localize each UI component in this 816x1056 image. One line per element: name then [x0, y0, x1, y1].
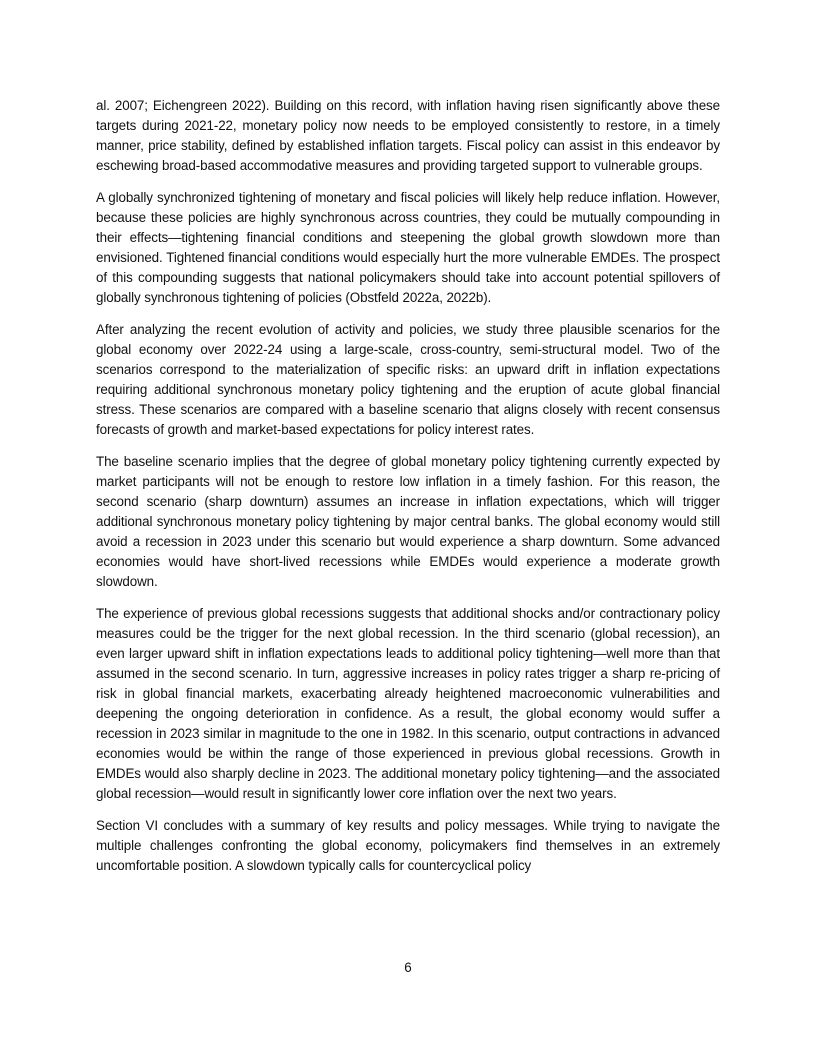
paragraph-scenarios-overview: After analyzing the recent evolution of activity and policies, we study three plausible scenarios for the global economy over 2022-24 using a large-scale, cross-country, semi-structural model. Two of the scenarios correspond to the materialization of specific risks: an upward drift in inflation expectations requiring additional synchronous monetary policy tightening and the eruption of acute global financial stress. These scenarios are compared with a baseline scenario that aligns closely with recent consensus forecasts of growth and market-based expectations for policy interest rates. [96, 322, 720, 437]
page-number: 6 [404, 960, 412, 975]
paragraph-synchronized-tightening: A globally synchronized tightening of monetary and fiscal policies will likely help reduce inflation. However, because these policies are highly synchronous across countries, they could be mutually compounding in their effects—tightening financial conditions and steepening the global growth slowdown more than envisioned. Tightened financial conditions would especially hurt the more vulnerable EMDEs. The prospect of this compounding suggests that national policymakers should take into account potential spillovers of globally synchronous tightening of policies (Obstfeld 2022a, 2022b). [96, 190, 720, 305]
paragraph-continuation: al. 2007; Eichengreen 2022). Building on this record, with inflation having risen significantly above these targets during 2021-22, monetary policy now needs to be employed consistently to restore, in a timely manner, price stability, defined by established inflation targets. Fiscal policy can assist in this endeavor by eschewing broad-based accommodative measures and providing targeted support to vulnerable groups. [96, 98, 720, 173]
paragraph-global-recession-scenario: The experience of previous global recessions suggests that additional shocks and/or contractionary policy measures could be the trigger for the next global recession. In the third scenario (global recession), an even larger upward shift in inflation expectations leads to additional policy tightening—well more than that assumed in the second scenario. In turn, aggressive increases in policy rates trigger a sharp re-pricing of risk in global financial markets, exacerbating already heightened macroeconomic vulnerabilities and deepening the ongoing deterioration in confidence. As a result, the global economy would suffer a recession in 2023 similar in magnitude to the one in 1982. In this scenario, output contractions in advanced economies would be within the range of those experienced in previous global recessions. Growth in EMDEs would also sharply decline in 2023. The additional monetary policy tightening—and the associated global recession—would result in significantly lower core inflation over the next two years. [96, 606, 720, 801]
page-body [96, 96, 720, 888]
paragraph-baseline-scenario: The baseline scenario implies that the degree of global monetary policy tightening currently expected by market participants will not be enough to restore low inflation in a timely fashion. For this reason, the second scenario (sharp downturn) assumes an increase in inflation expectations, which will trigger additional synchronous monetary policy tightening by major central banks. The global economy would still avoid a recession in 2023 under this scenario but would experience a sharp downturn. Some advanced economies would have short-lived recessions while EMDEs would experience a moderate growth slowdown. [96, 454, 720, 589]
paragraph-section-vi: Section VI concludes with a summary of key results and policy messages. While trying to navigate the multiple challenges confronting the global economy, policymakers find themselves in an extremely uncomfortable position. A slowdown typically calls for countercyclical policy [96, 818, 720, 873]
